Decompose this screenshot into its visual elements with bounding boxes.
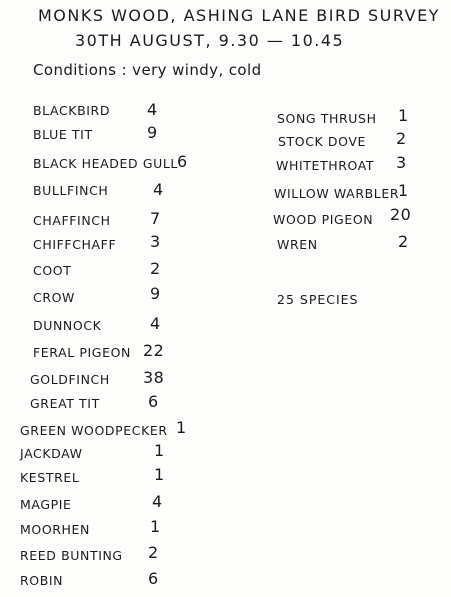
species-name: CHIFFCHAFF bbox=[33, 237, 117, 252]
species-name: CROW bbox=[33, 290, 76, 305]
species-count: 9 bbox=[150, 284, 161, 303]
species-count: 2 bbox=[150, 259, 161, 278]
species-count: 1 bbox=[150, 517, 161, 536]
species-name: KESTREL bbox=[20, 470, 80, 485]
species-name: WILLOW WARBLER bbox=[274, 186, 400, 201]
species-name: CHAFFINCH bbox=[33, 213, 111, 228]
species-count: 2 bbox=[398, 232, 409, 251]
species-name: MAGPIE bbox=[20, 497, 72, 512]
species-count: 2 bbox=[148, 543, 159, 562]
species-name: COOT bbox=[33, 263, 72, 278]
species-count: 6 bbox=[148, 392, 159, 411]
species-name: ROBIN bbox=[20, 573, 64, 588]
species-count: 4 bbox=[150, 314, 161, 333]
species-name: WOOD PIGEON bbox=[273, 212, 374, 227]
species-name: GOLDFINCH bbox=[30, 372, 110, 387]
species-count: 1 bbox=[398, 181, 409, 200]
species-count: 1 bbox=[154, 465, 165, 484]
species-count: 22 bbox=[143, 341, 165, 360]
species-name: MOORHEN bbox=[20, 522, 90, 537]
species-count: 1 bbox=[398, 106, 409, 125]
species-name: BLACK HEADED GULL bbox=[33, 156, 178, 171]
species-count: 2 bbox=[396, 129, 407, 148]
species-count: 1 bbox=[176, 418, 187, 437]
species-count: 1 bbox=[154, 441, 165, 460]
species-name: DUNNOCK bbox=[33, 318, 102, 333]
species-name: GREEN WOODPECKER bbox=[20, 423, 168, 438]
conditions-note: Conditions : very windy, cold bbox=[33, 61, 262, 79]
species-name: BLUE TIT bbox=[33, 127, 93, 142]
species-count: 20 bbox=[390, 205, 412, 224]
species-name: REED BUNTING bbox=[20, 548, 123, 563]
species-count: 3 bbox=[396, 153, 407, 172]
species-total: 25 SPECIES bbox=[277, 292, 359, 307]
species-name: SONG THRUSH bbox=[277, 111, 377, 126]
species-name: WHITETHROAT bbox=[276, 158, 375, 173]
species-name: WREN bbox=[277, 237, 318, 252]
species-count: 4 bbox=[152, 492, 163, 511]
species-count: 9 bbox=[147, 123, 158, 142]
species-count: 4 bbox=[147, 100, 158, 119]
species-name: JACKDAW bbox=[20, 446, 83, 461]
species-name: FERAL PIGEON bbox=[33, 345, 131, 360]
species-count: 6 bbox=[148, 569, 159, 588]
species-name: BULLFINCH bbox=[33, 183, 109, 198]
species-name: BLACKBIRD bbox=[33, 103, 111, 118]
species-count: 3 bbox=[150, 232, 161, 251]
species-name: STOCK DOVE bbox=[278, 134, 367, 149]
species-count: 4 bbox=[153, 180, 164, 199]
species-name: GREAT TIT bbox=[30, 396, 100, 411]
title-line-2: 30TH AUGUST, 9.30 — 10.45 bbox=[75, 31, 345, 50]
species-count: 38 bbox=[143, 368, 165, 387]
title-line-1: MONKS WOOD, ASHING LANE BIRD SURVEY bbox=[38, 6, 440, 25]
species-count: 7 bbox=[150, 209, 161, 228]
species-count: 6 bbox=[177, 152, 188, 171]
